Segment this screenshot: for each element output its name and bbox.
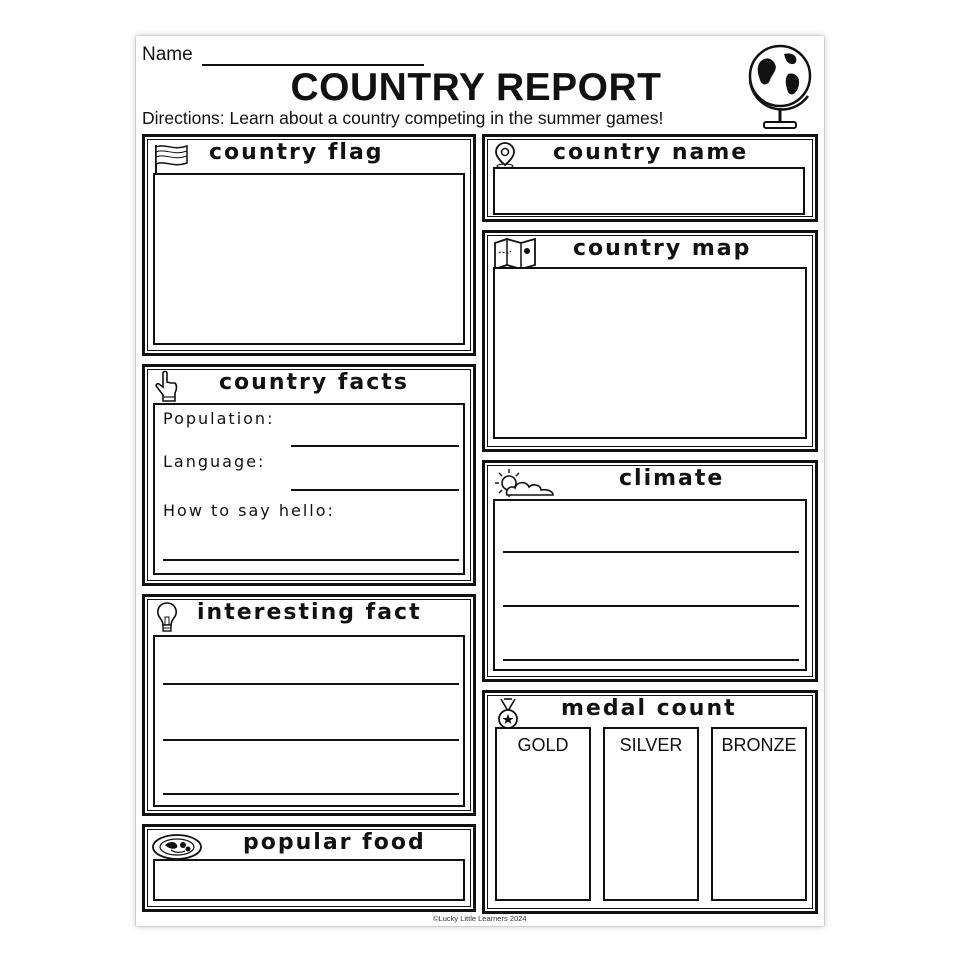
climate-write-line[interactable]: [503, 659, 799, 661]
interesting-fact-writing-area: [153, 635, 465, 807]
pointing-hand-icon: [153, 371, 179, 403]
population-label: Population:: [163, 409, 275, 428]
medal-count-panel: [482, 690, 818, 914]
copyright-footer: ©Lucky Little Learners 2024: [433, 914, 527, 923]
flag-icon: [153, 143, 193, 175]
country-facts-panel: [142, 364, 476, 586]
gold-label: GOLD: [517, 735, 569, 755]
interesting-fact-write-line[interactable]: [163, 793, 459, 795]
medal-count-heading: medal count: [561, 696, 737, 721]
climate-write-line[interactable]: [503, 551, 799, 553]
country-name-heading: country name: [553, 140, 749, 165]
climate-heading: climate: [619, 466, 725, 491]
globe-icon: [742, 40, 822, 136]
medal-icon: [495, 697, 521, 731]
location-pin-icon: [493, 141, 517, 169]
hello-write-line[interactable]: [163, 559, 459, 561]
gold-medal-column[interactable]: [495, 727, 591, 901]
interesting-fact-heading: interesting fact: [197, 600, 422, 625]
sun-cloud-icon: [493, 467, 563, 501]
country-name-panel: [482, 134, 818, 222]
country-name-field[interactable]: [493, 167, 805, 215]
country-flag-heading: country flag: [209, 140, 384, 165]
food-plate-icon: [151, 831, 203, 861]
hello-label: How to say hello:: [163, 501, 335, 520]
country-map-heading: country map: [573, 236, 752, 261]
country-map-panel: [482, 230, 818, 452]
name-label: Name: [142, 44, 193, 65]
language-write-line[interactable]: [291, 489, 459, 491]
map-icon: [493, 237, 537, 271]
interesting-fact-panel: [142, 594, 476, 816]
facts-writing-area: [153, 403, 465, 575]
country-facts-heading: country facts: [219, 370, 409, 395]
bronze-medal-column[interactable]: [711, 727, 807, 901]
silver-medal-column[interactable]: [603, 727, 699, 901]
page-title: COUNTRY REPORT: [290, 66, 662, 109]
map-drawing-area[interactable]: [493, 267, 807, 439]
interesting-fact-write-line[interactable]: [163, 683, 459, 685]
worksheet-page: [136, 36, 824, 926]
country-flag-panel: [142, 134, 476, 356]
silver-label: SILVER: [619, 735, 683, 755]
bronze-label: BRONZE: [721, 735, 797, 755]
flag-drawing-area[interactable]: [153, 173, 465, 345]
language-label: Language:: [163, 452, 266, 471]
climate-write-line[interactable]: [503, 605, 799, 607]
popular-food-heading: popular food: [243, 830, 426, 855]
interesting-fact-write-line[interactable]: [163, 739, 459, 741]
popular-food-panel: [142, 824, 476, 912]
climate-writing-area: [493, 499, 807, 671]
directions-text: Directions: Learn about a country competing in the summer games!: [142, 108, 664, 128]
popular-food-field[interactable]: [153, 859, 465, 901]
population-write-line[interactable]: [291, 445, 459, 447]
climate-panel: [482, 460, 818, 682]
lightbulb-icon: [155, 601, 179, 635]
